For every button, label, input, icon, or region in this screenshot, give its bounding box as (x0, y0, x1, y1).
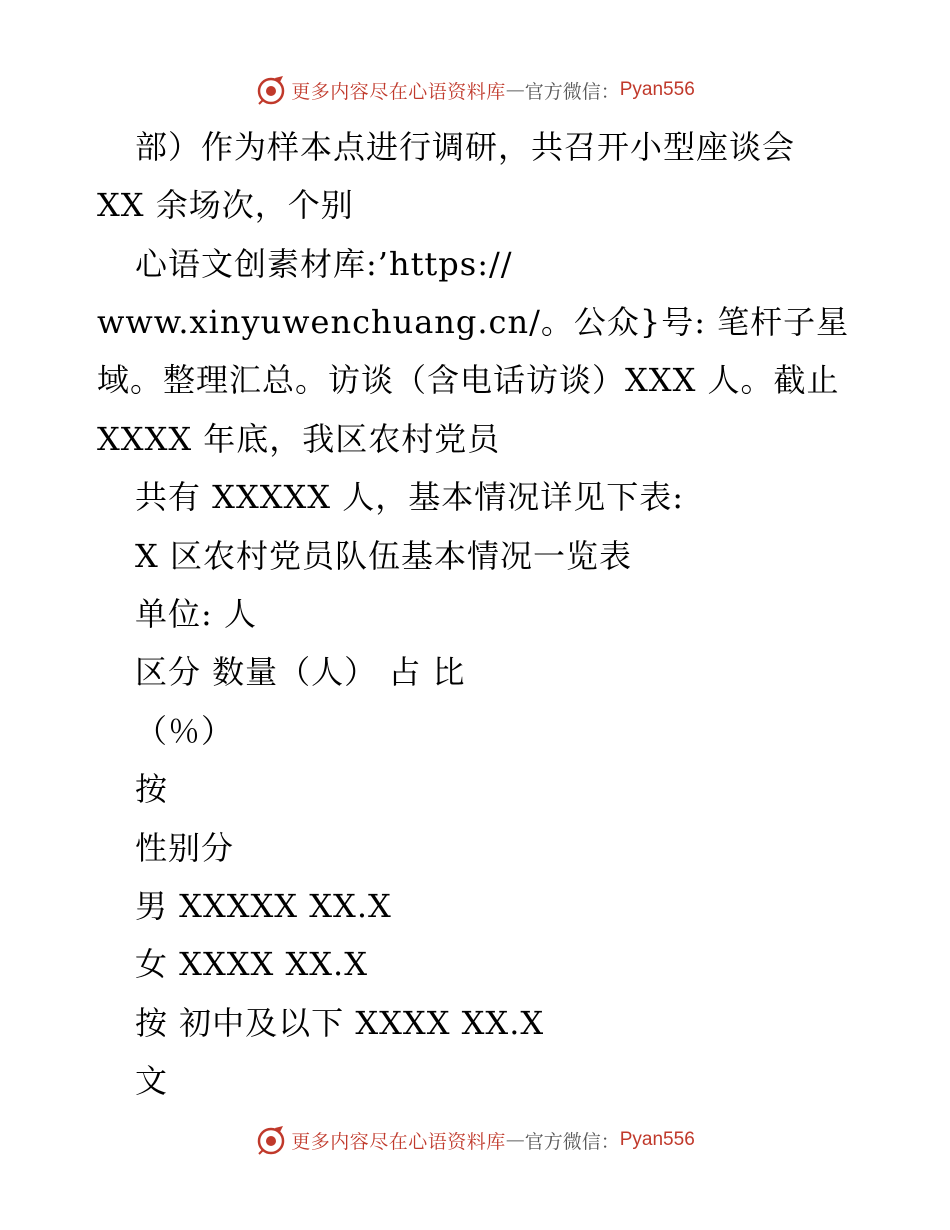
table-row: 女 XXXX XX.X (135, 945, 368, 983)
banner-separator: — (505, 79, 525, 101)
text-line: 部）作为样本点进行调研，共召开小型座谈会 (135, 128, 796, 166)
banner-wechat-label: 官方微信： (524, 80, 620, 103)
text-line: XX 余场次，个别 (97, 186, 354, 224)
table-row: 按 初中及以下 XXXX XX.X (135, 1004, 545, 1042)
footer-banner (0, 1120, 950, 1160)
text-line: www.xinyuwenchuang.cn/。公众}号: 笔杆子星 (97, 303, 850, 341)
text-line: 心语文创素材库:’https:// (135, 245, 513, 283)
banner-wechat-id: Pyan556 (619, 1129, 695, 1150)
brand-logo-icon (255, 1124, 287, 1156)
table-unit: 单位: 人 (135, 595, 257, 633)
table-header: 区分 数量（人） 占 比 (135, 653, 466, 691)
banner-title: 更多内容尽在心语资料库 (291, 1130, 506, 1153)
table-row: 按 (135, 770, 169, 808)
banner-separator: — (505, 1129, 525, 1151)
banner-wechat-id: Pyan556 (619, 79, 695, 100)
text-line: 域。整理汇总。访谈（含电话访谈）XXX 人。截止 (97, 361, 840, 399)
banner-title: 更多内容尽在心语资料库 (291, 80, 506, 103)
table-row: 男 XXXXX XX.X (135, 887, 392, 925)
table-header-unit: （％） (135, 712, 235, 750)
table-title: X 区农村党员队伍基本情况一览表 (135, 537, 632, 575)
banner-wechat-label: 官方微信： (524, 1130, 620, 1153)
text-line: 共有 XXXXX 人，基本情况详见下表: (135, 478, 685, 516)
table-row: 文 (135, 1062, 169, 1100)
table-row: 性别分 (135, 829, 235, 867)
text-line: XXXX 年底，我区农村党员 (97, 420, 501, 458)
